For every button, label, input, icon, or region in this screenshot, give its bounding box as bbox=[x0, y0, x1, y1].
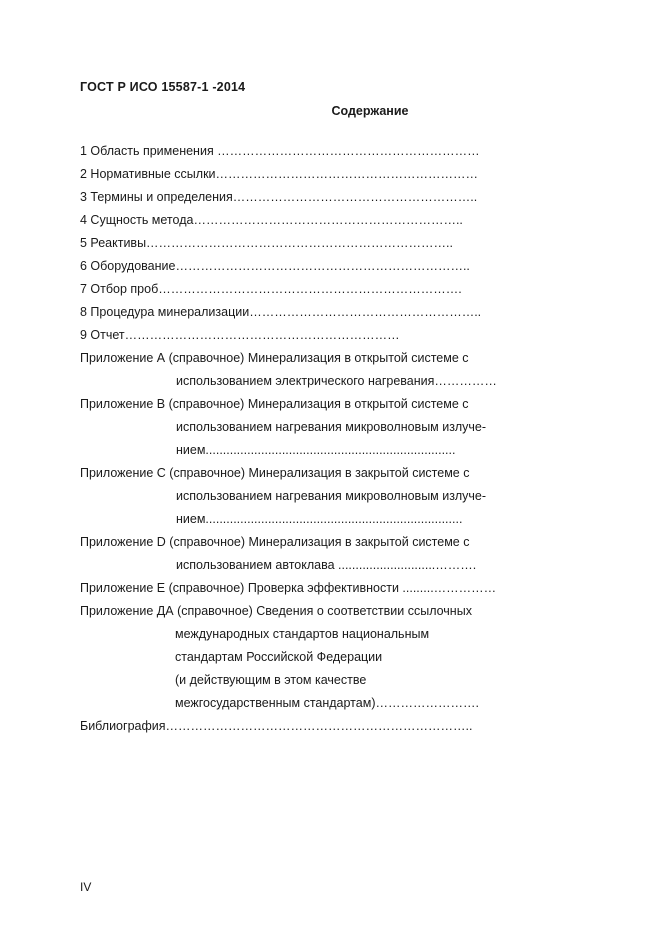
toc-entry[interactable] bbox=[80, 301, 600, 324]
toc-entry-line: Приложение С (справочное) Минерализация в закрытой системе с bbox=[80, 466, 470, 480]
toc-entry-line: Библиография……………………………………………………………….. bbox=[80, 719, 473, 733]
toc-entry-line: 8 Процедура минерализации……………………………………………….. bbox=[80, 305, 482, 319]
toc-entry-line: Приложение D (справочное) Минерализация в закрытой системе с bbox=[80, 535, 470, 549]
toc-entry-line: 1 Область применения ……………………………………………………… bbox=[80, 144, 480, 158]
toc-entry-bibliography[interactable] bbox=[80, 715, 600, 738]
standard-code: ГОСТ Р ИСО 15587-1 -2014 bbox=[80, 80, 246, 94]
toc-entry-appendix-da[interactable] bbox=[80, 600, 600, 715]
toc-entry[interactable] bbox=[80, 278, 600, 301]
toc-entry-line: Приложение ДА (справочное) Сведения о соответствии ссылочных bbox=[80, 604, 472, 618]
toc-entry-continuation: межгосударственным стандартам)……………………. bbox=[175, 696, 479, 710]
toc-entry-line: 5 Реактивы……………………………………………………………….. bbox=[80, 236, 454, 250]
toc-entry-appendix-b[interactable] bbox=[80, 393, 600, 462]
toc-entry-continuation: международных стандартов национальным bbox=[175, 627, 430, 641]
toc-entry-line: 6 Оборудование…………………………………………………………….. bbox=[80, 259, 470, 273]
toc-entry-appendix-e[interactable] bbox=[80, 577, 600, 600]
toc-entry-line: 7 Отбор проб………………………………………………………………. bbox=[80, 282, 462, 296]
toc-entry-continuation: (и действующим в этом качестве bbox=[175, 673, 367, 687]
toc-entry-line: Приложение А (справочное) Минерализация в открытой системе с bbox=[80, 351, 469, 365]
toc-entry-appendix-a[interactable] bbox=[80, 347, 600, 393]
toc-entry-appendix-c[interactable] bbox=[80, 462, 600, 531]
toc-entry-continuation: использованием нагревания микроволновым излуче- bbox=[176, 420, 486, 434]
toc-entry[interactable] bbox=[80, 140, 600, 163]
toc-entry-continuation: использованием электрического нагревания…………… bbox=[176, 374, 497, 388]
toc-title: Содержание bbox=[331, 104, 409, 118]
toc-entry-line: 9 Отчет………………………………………………………… bbox=[80, 328, 400, 342]
toc-entry[interactable] bbox=[80, 255, 600, 278]
page-number: IV bbox=[80, 880, 92, 894]
toc-entry[interactable] bbox=[80, 324, 600, 347]
toc-entry[interactable] bbox=[80, 209, 600, 232]
toc-entry-continuation: нием.......................................................................... bbox=[176, 512, 463, 526]
toc-entry-line: Приложение Е (справочное) Проверка эффективности .........…………… bbox=[80, 581, 497, 595]
toc-entry-line: 4 Сущность метода……………………………………………………….. bbox=[80, 213, 463, 227]
toc-entry-line: 3 Термины и определения………………………………………………….. bbox=[80, 190, 478, 204]
toc-entry[interactable] bbox=[80, 186, 600, 209]
toc-entry-continuation: использованием нагревания микроволновым излуче- bbox=[176, 489, 486, 503]
toc-entry-continuation: стандартам Российской Федерации bbox=[175, 650, 383, 664]
toc-entry-continuation: нием........................................................................ bbox=[176, 443, 456, 457]
toc-entry-line: 2 Нормативные ссылки……………………………………………………… bbox=[80, 167, 479, 181]
toc-entry[interactable] bbox=[80, 232, 600, 255]
toc-entry[interactable] bbox=[80, 163, 600, 186]
toc-entry-line: Приложение В (справочное) Минерализация в открытой системе с bbox=[80, 397, 469, 411]
toc-entry-appendix-d[interactable] bbox=[80, 531, 600, 577]
table-of-contents bbox=[80, 140, 600, 738]
toc-entry-continuation: использованием автоклава ............................………. bbox=[176, 558, 477, 572]
